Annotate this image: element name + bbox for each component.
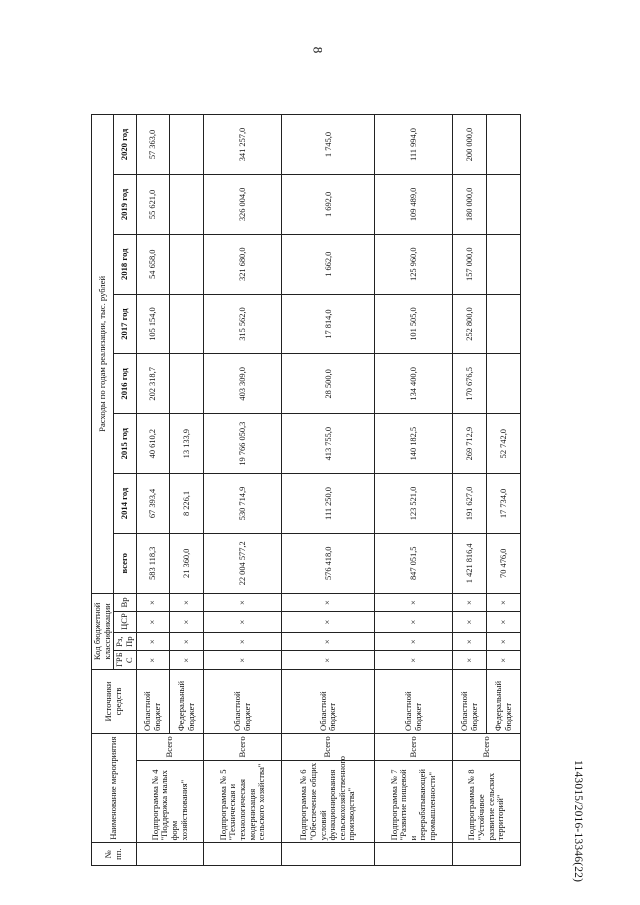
value-cell (487, 234, 521, 294)
row-total-label: Всего (375, 733, 453, 760)
code-cell: × (375, 593, 453, 612)
code-cell: × (453, 593, 487, 612)
code-cell: × (282, 612, 375, 633)
value-cell: 52 742,0 (487, 414, 521, 474)
value-cell: 269 712,9 (453, 414, 487, 474)
value-cell (170, 175, 204, 235)
value-cell: 17 734,0 (487, 474, 521, 534)
value-cell: 125 960,0 (375, 234, 453, 294)
code-cell: × (375, 632, 453, 651)
header-year: 2020 год (114, 115, 136, 175)
value-cell: 180 000,0 (453, 175, 487, 235)
header-code-col: ГРБ С (114, 651, 136, 670)
value-cell: 17 814,0 (282, 294, 375, 354)
value-cell: 583 118,3 (136, 533, 170, 593)
value-cell: 200 000,0 (453, 115, 487, 175)
value-cell: 202 318,7 (136, 354, 170, 414)
value-cell (487, 354, 521, 414)
budget-table (91, 114, 521, 866)
code-cell: × (282, 632, 375, 651)
code-cell: × (170, 632, 204, 651)
header-code-col: ЦСР (114, 612, 136, 633)
header-year: всего (114, 533, 136, 593)
row-source: Областной бюджет (453, 670, 487, 734)
value-cell: 1 692,0 (282, 175, 375, 235)
row-num (136, 843, 204, 866)
code-cell: × (487, 593, 521, 612)
header-num: № пп. (92, 843, 137, 866)
table-row (204, 115, 282, 866)
header-year: 2017 год (114, 294, 136, 354)
value-cell: 13 133,9 (170, 414, 204, 474)
header-code-col: Рз, Пр (114, 632, 136, 651)
value-cell: 326 004,0 (204, 175, 282, 235)
value-cell: 55 621,0 (136, 175, 170, 235)
code-cell: × (136, 593, 170, 612)
row-name: Подпрограмма № 6 "Обеспечение общих условий функционирования сельскохозяйственного производства" (282, 760, 375, 843)
code-cell: × (487, 651, 521, 670)
value-cell: 1 421 816,4 (453, 533, 487, 593)
value-cell: 252 800,0 (453, 294, 487, 354)
value-cell (170, 234, 204, 294)
code-cell: × (170, 651, 204, 670)
row-total-label: Всего (453, 733, 521, 760)
code-cell: × (453, 612, 487, 633)
row-name: Подпрограмма № 7 "Развитие пищевой и перерабатывающей промышленности" (375, 760, 453, 843)
row-total-label: Всего (282, 733, 375, 760)
value-cell: 57 363,0 (136, 115, 170, 175)
code-cell: × (453, 632, 487, 651)
code-cell: × (204, 612, 282, 633)
table-row (453, 115, 487, 866)
value-cell (170, 354, 204, 414)
value-cell: 109 489,0 (375, 175, 453, 235)
table-row (282, 115, 375, 866)
row-num (204, 843, 282, 866)
value-cell (170, 294, 204, 354)
row-source: Областной бюджет (375, 670, 453, 734)
header-expenses-group: Расходы по годам реализации, тыс. рублей (92, 115, 114, 594)
value-cell: 134 400,0 (375, 354, 453, 414)
value-cell: 576 418,0 (282, 533, 375, 593)
header-code-col: Вр (114, 593, 136, 612)
value-cell: 1 745,0 (282, 115, 375, 175)
value-cell: 847 051,5 (375, 533, 453, 593)
code-cell: × (282, 593, 375, 612)
row-source: Областной бюджет (204, 670, 282, 734)
code-cell: × (375, 612, 453, 633)
code-cell: × (204, 593, 282, 612)
table-row (136, 115, 170, 866)
row-source: Федеральный бюджет (170, 670, 204, 734)
value-cell: 8 226,1 (170, 474, 204, 534)
code-cell: × (375, 651, 453, 670)
value-cell: 28 500,0 (282, 354, 375, 414)
value-cell: 530 714,9 (204, 474, 282, 534)
value-cell (487, 175, 521, 235)
row-num (282, 843, 375, 866)
value-cell: 67 393,4 (136, 474, 170, 534)
row-source: Областной бюджет (282, 670, 375, 734)
code-cell: × (204, 651, 282, 670)
row-total-label: Всего (136, 733, 204, 760)
code-cell: × (136, 632, 170, 651)
value-cell: 140 182,5 (375, 414, 453, 474)
value-cell: 54 658,0 (136, 234, 170, 294)
row-total-label: Всего (204, 733, 282, 760)
code-cell: × (170, 593, 204, 612)
value-cell: 22 004 577,2 (204, 533, 282, 593)
code-cell: × (170, 612, 204, 633)
code-cell: × (282, 651, 375, 670)
value-cell: 403 309,0 (204, 354, 282, 414)
value-cell: 170 676,5 (453, 354, 487, 414)
value-cell: 191 627,0 (453, 474, 487, 534)
value-cell: 111 994,0 (375, 115, 453, 175)
value-cell: 101 505,0 (375, 294, 453, 354)
value-cell: 70 476,0 (487, 533, 521, 593)
value-cell: 19 766 050,3 (204, 414, 282, 474)
document-id: 1143015/2016-13346(22) (572, 760, 584, 883)
value-cell: 321 680,0 (204, 234, 282, 294)
row-name: Подпрограмма № 8 "Устойчивое развитие сельских территорий" (453, 760, 521, 843)
value-cell (170, 115, 204, 175)
value-cell (487, 294, 521, 354)
value-cell: 111 250,0 (282, 474, 375, 534)
page-number: 8 (310, 46, 326, 54)
row-source: Федеральный бюджет (487, 670, 521, 734)
code-cell: × (453, 651, 487, 670)
header-year: 2014 год (114, 474, 136, 534)
header-row-1 (92, 115, 114, 866)
code-cell: × (136, 651, 170, 670)
header-name: Наименование мероприятия (92, 733, 137, 842)
value-cell: 105 154,0 (136, 294, 170, 354)
code-cell: × (204, 632, 282, 651)
value-cell (487, 115, 521, 175)
value-cell: 40 610,2 (136, 414, 170, 474)
value-cell: 21 360,0 (170, 533, 204, 593)
code-cell: × (136, 612, 170, 633)
header-year: 2019 год (114, 175, 136, 235)
header-year: 2015 год (114, 414, 136, 474)
header-year: 2016 год (114, 354, 136, 414)
table-row (375, 115, 453, 866)
value-cell: 341 257,0 (204, 115, 282, 175)
value-cell: 315 562,0 (204, 294, 282, 354)
row-name: Подпрограмма № 5 "Техническая и технологическая модернизация сельского хозяйства" (204, 760, 282, 843)
code-cell: × (487, 612, 521, 633)
row-num (375, 843, 453, 866)
value-cell: 157 000,0 (453, 234, 487, 294)
header-sources: Источники средств (92, 670, 137, 734)
budget-table-rotated (91, 114, 521, 866)
value-cell: 413 755,0 (282, 414, 375, 474)
value-cell: 1 662,0 (282, 234, 375, 294)
row-name: Подпрограмма № 4 "Поддержка малых форм хозяйствования" (136, 760, 204, 843)
header-code-group: Код бюджетной классификации (92, 593, 114, 669)
header-year: 2018 год (114, 234, 136, 294)
row-source: Областной бюджет (136, 670, 170, 734)
row-num (453, 843, 521, 866)
value-cell: 123 521,0 (375, 474, 453, 534)
code-cell: × (487, 632, 521, 651)
